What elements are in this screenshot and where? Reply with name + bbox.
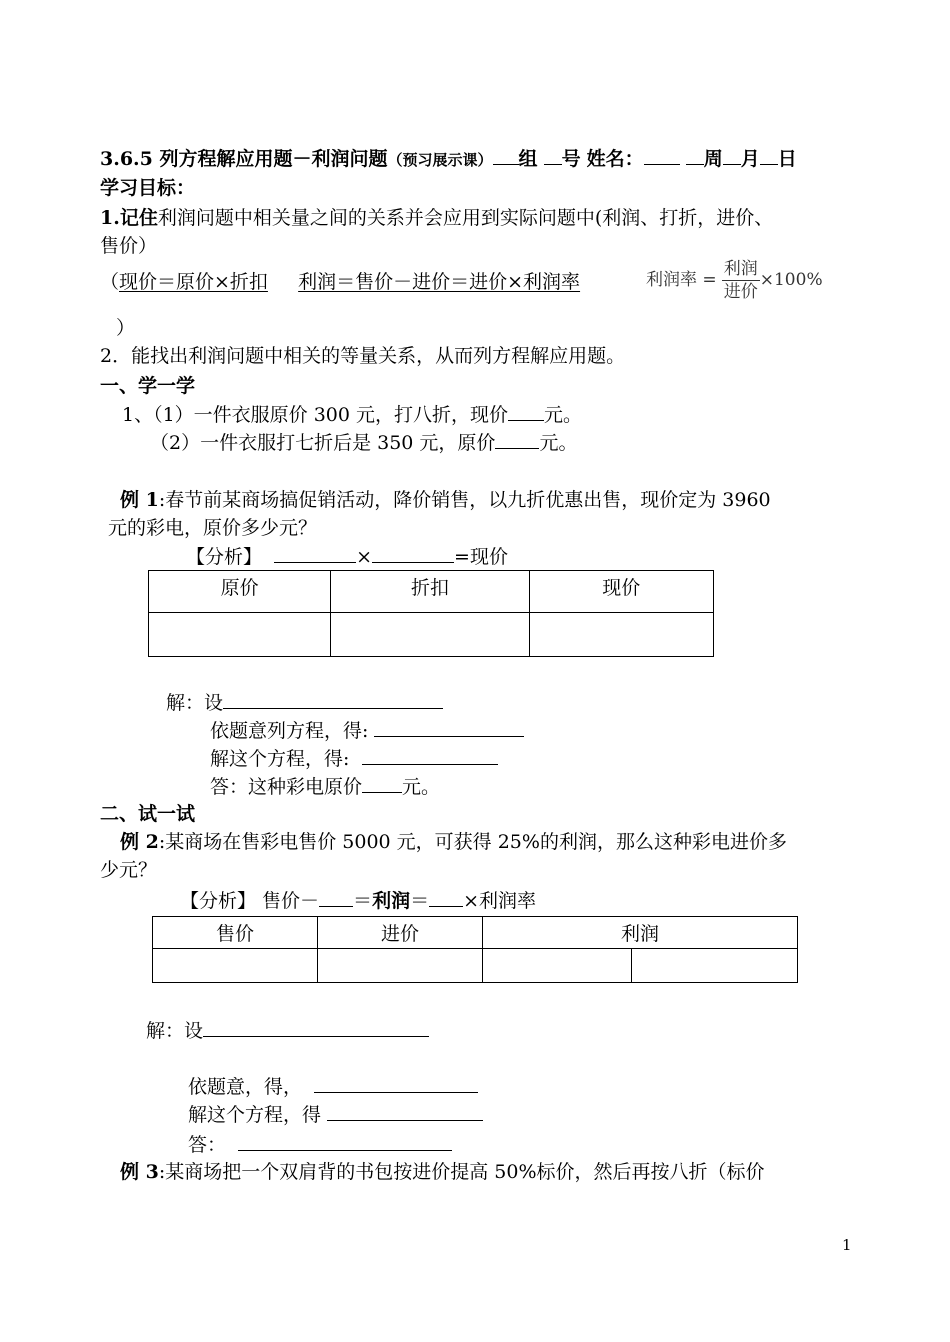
question-1b-unit: 元。 xyxy=(539,432,578,454)
week-blank[interactable] xyxy=(686,146,704,165)
example2-solution-solve xyxy=(188,1102,483,1127)
analysis2-profit: 利润 xyxy=(372,890,411,912)
solution-solve-blank[interactable] xyxy=(362,746,498,765)
question-1a-blank[interactable] xyxy=(508,402,544,421)
example1-analysis xyxy=(186,544,508,569)
goals-heading: 学习目标： xyxy=(100,177,196,199)
number-label: 号 xyxy=(561,148,581,170)
table-cell[interactable] xyxy=(318,949,483,983)
table-header-discount: 折扣 xyxy=(331,571,529,613)
formula-profit-rate xyxy=(646,258,823,303)
example1-text: :春节前某商场搞促销活动，降价销售，以九折优惠出售，现价定为 3960 xyxy=(158,489,771,511)
example2-label: 例 2 xyxy=(120,831,159,853)
example2-analysis xyxy=(180,888,536,913)
fraction-denominator: 进价 xyxy=(723,282,758,302)
analysis-blank-1[interactable] xyxy=(274,544,356,563)
solution-answer-text: 答：这种彩电原价 xyxy=(210,776,363,798)
solution2-set-label: 解：设 xyxy=(146,1020,204,1042)
goal-1-lead: 1.记住 xyxy=(100,207,158,229)
example1-table xyxy=(148,570,714,657)
profit-rate-label: 利润率 = xyxy=(646,270,717,290)
example1-line1 xyxy=(120,488,771,512)
page-number: 1 xyxy=(842,1236,852,1254)
analysis2-blank-2[interactable] xyxy=(429,888,463,907)
example2-solution-set xyxy=(146,1018,429,1043)
example2-text: :某商场在售彩电售价 5000 元，可获得 25%的利润，那么这种彩电进价多 xyxy=(158,831,787,853)
page-subtitle: （预习展示课） xyxy=(387,151,493,169)
goal-1-cont: 售价） xyxy=(100,235,158,257)
goal-1 xyxy=(100,206,773,230)
example2-solution-answer xyxy=(188,1132,452,1157)
goal-2: 2．能找出利润问题中相关的等量关系，从而列方程解应用题。 xyxy=(100,345,626,367)
table-cell[interactable] xyxy=(529,613,713,657)
table-cell[interactable] xyxy=(149,613,331,657)
group-label: 组 xyxy=(518,148,538,170)
analysis2-tail: ×利润率 xyxy=(463,890,537,912)
analysis-blank-2[interactable] xyxy=(372,544,454,563)
question-1a xyxy=(122,402,582,427)
analysis-label: 【分析】 xyxy=(186,546,263,568)
formula-profit: 利润＝售价－进价＝进价×利润率 xyxy=(298,271,581,293)
solution-set-blank[interactable] xyxy=(223,690,443,709)
analysis2-eq1: ＝ xyxy=(353,890,373,912)
number-blank[interactable] xyxy=(544,146,562,165)
formula-close: ） xyxy=(116,317,136,339)
example1-solution-equation xyxy=(210,718,524,743)
solution2-solve-label: 解这个方程，得 xyxy=(188,1104,322,1126)
table-cell[interactable] xyxy=(483,949,632,983)
month-label: 月 xyxy=(740,148,760,170)
analysis2-eq2: ＝ xyxy=(410,890,430,912)
question-1b xyxy=(150,430,577,455)
example2-table xyxy=(152,916,798,983)
example2-line2: 少元？ xyxy=(100,859,158,881)
solution2-solve-blank[interactable] xyxy=(327,1102,483,1121)
question-1b-blank[interactable] xyxy=(495,430,539,449)
table-header-original-price: 原价 xyxy=(149,571,331,613)
example3-text: :某商场把一个双肩背的书包按进价提高 50%标价，然后再按八折（标价 xyxy=(158,1161,765,1183)
example1-solution-answer xyxy=(210,774,440,799)
analysis2-label: 【分析】 售价－ xyxy=(180,890,320,912)
solution2-equation-label: 依题意，得， xyxy=(188,1076,303,1098)
formula-line xyxy=(100,270,580,294)
example2-solution-equation xyxy=(188,1074,478,1099)
table-header-profit: 利润 xyxy=(483,917,798,949)
table-header-current-price: 现价 xyxy=(529,571,713,613)
formula-discount: 现价＝原价×折扣 xyxy=(119,271,268,293)
example3-line1 xyxy=(120,1160,765,1184)
name-blank[interactable] xyxy=(644,146,680,165)
week-label: 周 xyxy=(703,148,723,170)
section2-heading: 二、试一试 xyxy=(100,803,196,825)
solution-equation-label: 依题意列方程，得: xyxy=(210,720,369,742)
example2-line1 xyxy=(120,830,787,854)
solution2-equation-blank[interactable] xyxy=(314,1074,478,1093)
table-cell[interactable] xyxy=(632,949,798,983)
solution-answer-blank[interactable] xyxy=(362,774,402,793)
solution-equation-blank[interactable] xyxy=(374,718,524,737)
table-cell[interactable] xyxy=(153,949,318,983)
fraction-numerator: 利润 xyxy=(723,259,758,279)
day-blank[interactable] xyxy=(760,146,778,165)
header-line xyxy=(100,146,797,172)
solution-answer-unit: 元。 xyxy=(402,776,441,798)
example1-label: 例 1 xyxy=(120,489,159,511)
month-blank[interactable] xyxy=(723,146,741,165)
example3-label: 例 3 xyxy=(120,1161,159,1183)
solution2-set-blank[interactable] xyxy=(203,1018,429,1037)
table-header-selling-price: 售价 xyxy=(153,917,318,949)
solution2-answer-label: 答： xyxy=(188,1134,227,1156)
example1-line2: 元的彩电，原价多少元？ xyxy=(108,517,318,539)
formula-open: （ xyxy=(100,271,120,293)
day-label: 日 xyxy=(777,148,797,170)
question-1a-text: 1、（1）一件衣服原价 300 元，打八折，现价 xyxy=(122,404,509,426)
question-1a-unit: 元。 xyxy=(544,404,583,426)
goal-1-text: 利润问题中相关量之间的关系并会应用到实际问题中(利润、打折，进价、 xyxy=(157,207,774,229)
solution2-answer-blank[interactable] xyxy=(238,1132,452,1151)
analysis-equals: =现价 xyxy=(454,546,508,568)
analysis2-blank-1[interactable] xyxy=(319,888,353,907)
group-blank[interactable] xyxy=(493,146,519,165)
table-header-cost-price: 进价 xyxy=(318,917,483,949)
profit-rate-tail: ×100% xyxy=(759,270,823,290)
page-title: 3.6.5 列方程解应用题－利润问题 xyxy=(100,148,388,170)
name-label: 姓名： xyxy=(586,148,644,170)
question-1b-text: （2）一件衣服打七折后是 350 元，原价 xyxy=(150,432,496,454)
solution-solve-label: 解这个方程，得: xyxy=(210,748,350,770)
analysis-times: × xyxy=(356,546,373,568)
solution-set-label: 解：设 xyxy=(166,692,224,714)
table-cell[interactable] xyxy=(331,613,529,657)
example1-solution-set xyxy=(166,690,443,715)
example1-solution-solve xyxy=(210,746,498,771)
profit-rate-fraction xyxy=(722,258,760,303)
section1-heading: 一、学一学 xyxy=(100,375,196,397)
